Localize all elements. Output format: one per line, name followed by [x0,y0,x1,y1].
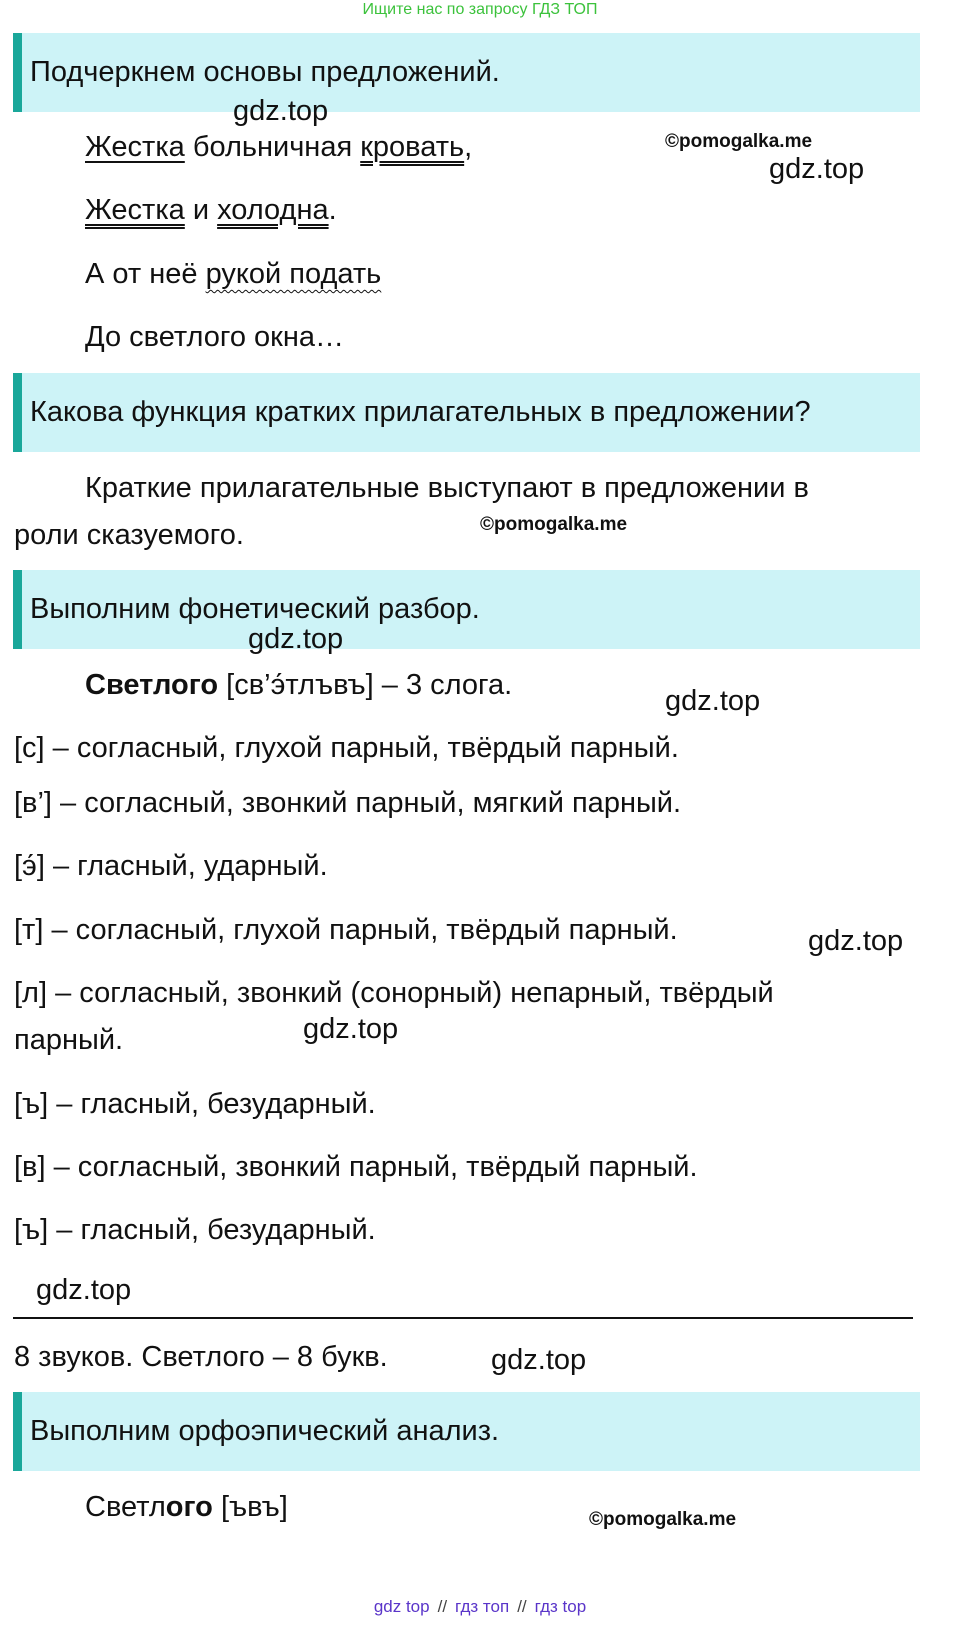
plain-text: и [184,194,218,226]
watermark-gdz: gdz.top [491,1344,587,1376]
sound-row: [э́] – гласный, ударный. [14,850,328,882]
answer-line-2: роли сказуемого. [14,519,244,551]
watermark-gdz: gdz.top [665,685,761,717]
orthoepic-line [85,1488,288,1526]
subject-word: Жестка [85,131,185,163]
section-title-underline-bases: Подчеркнем основы предложений. [13,33,920,112]
section-title-short-adjectives: Какова функция кратких прилагательных в предложении? [13,373,920,452]
sound-row: [ъ] – гласный, безударный. [14,1088,376,1120]
watermark-pomogalka: ©pomogalka.me [589,1509,737,1530]
footer-separator: // [517,1597,527,1616]
punctuation: . [328,194,337,226]
watermark-gdz: gdz.top [248,623,344,655]
phonetic-header [85,666,512,704]
analyzed-word: Светлого [85,669,219,701]
watermark-gdz: gdz.top [36,1274,132,1306]
plain-text: больничная [184,131,361,163]
poem-line-4: До светлого окна… [85,321,345,353]
poem-line-3 [85,255,381,293]
section-title-orthoepic: Выполним орфоэпический анализ. [13,1392,920,1471]
subject-word: кровать [360,131,465,163]
footer-link-gdz-top[interactable]: gdz top [373,1597,430,1616]
watermark-gdz: gdz.top [808,925,904,957]
sound-row: [т] – согласный, глухой парный, твёрдый парный. [14,914,678,946]
watermark-gdz: gdz.top [769,153,865,185]
footer-link-gdz-top-ru[interactable]: гдз топ [455,1597,510,1616]
word-part: Светл [85,1491,166,1523]
predicate-word: холодна [217,194,329,226]
watermark-gdz: gdz.top [233,95,329,127]
poem-line-1 [85,128,472,166]
plain-text: А от неё [85,258,206,290]
divider-line [13,1317,913,1319]
word-ending-bold: ого [165,1491,213,1523]
predicate-phrase: рукой подать [205,258,382,290]
sound-row: [в’] – согласный, звонкий парный, мягкий парный. [14,787,682,819]
top-banner[interactable]: Ищите нас по запросу ГДЗ ТОП [362,1,598,18]
sound-row: [л] – согласный, звонкий (сонорный) непарный, твёрдый [14,977,774,1009]
sound-row-continuation: парный. [14,1024,124,1056]
watermark-pomogalka: ©pomogalka.me [480,514,628,535]
transcription: [ъвъ] [212,1491,288,1523]
section-title-phonetic: Выполним фонетический разбор. [13,570,920,649]
transcription: [св’э́тлъвъ] – 3 слога. [218,669,513,701]
sound-row: [ъ] – гласный, безударный. [14,1214,376,1246]
footer-separator: // [437,1597,448,1616]
predicate-word: Жестка [85,194,185,226]
sound-row: [с] – согласный, глухой парный, твёрдый парный. [14,732,679,764]
phonetic-summary: 8 звуков. Светлого – 8 букв. [14,1341,388,1373]
watermark-gdz: gdz.top [303,1013,399,1045]
punctuation: , [464,131,473,163]
footer-links [0,1597,960,1617]
sound-row: [в] – согласный, звонкий парный, твёрдый парный. [14,1151,698,1183]
poem-line-2 [85,191,337,229]
footer-link-gdz-top-mixed[interactable]: гдз top [534,1597,587,1616]
watermark-pomogalka: ©pomogalka.me [665,131,813,152]
answer-line-1: Краткие прилагательные выступают в предложении в [85,472,809,504]
